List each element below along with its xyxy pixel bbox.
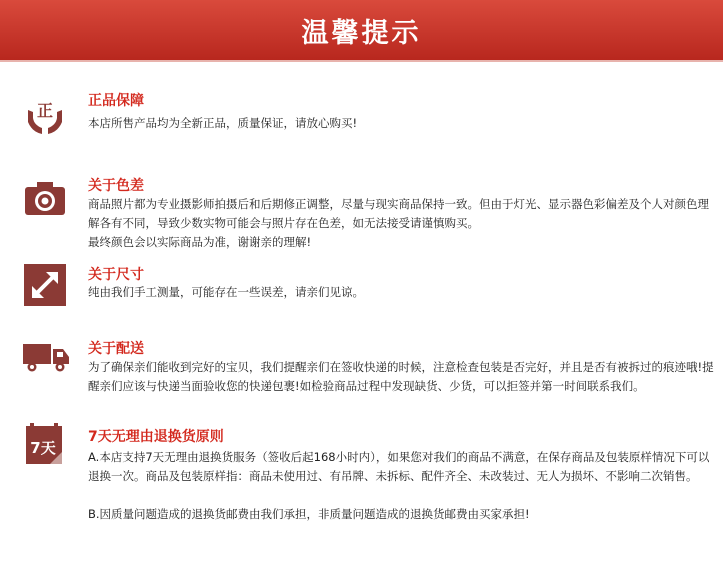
- section-title: 正品保障: [88, 93, 144, 109]
- page-title: 温馨提示: [301, 17, 422, 49]
- section-title: 关于尺寸: [88, 267, 144, 283]
- section-body: 纯由我们手工测量，可能存在一些误差，请亲们见谅。: [88, 285, 364, 299]
- header-banner: [0, 0, 723, 60]
- section-body: A.本店支持7天无理由退换货服务（签收后起168小时内），如果您对我们的商品不满意，在保存商品及包装原样情况下可以退换一次。商品及包装原样指：商品未使用过、有吊牌、未拆标、配件齐全、未改装过、无人为损坏、不影响二次销售。 B.因质量问题造成的退换货邮费由我们承担，非质量问题造成的退换货邮费由买家承担!: [88, 450, 710, 521]
- section-title: 关于配送: [88, 341, 144, 357]
- banner-divider: [0, 60, 723, 62]
- section-body: 为了确保亲们能收到完好的宝贝，我们提醒亲们在签收快递的时候，注意检查包装是否完好，并且是否有被拆过的痕迹哦!提醒亲们应该与快递当面验收您的快递包裹!如检验商品过程中发现缺货、少货，可以拒签并第一时间联系我们。: [88, 360, 714, 393]
- resize-arrow-icon: [22, 262, 68, 308]
- delivery-truck-icon: [22, 338, 70, 384]
- section-title: 7天无理由退换货原则: [88, 429, 224, 445]
- svg-text:7天: 7天: [30, 439, 56, 457]
- section-title: 关于色差: [88, 178, 144, 194]
- camera-icon: [22, 175, 68, 221]
- section-body: 商品照片都为专业摄影师拍摄后和后期修正调整，尽量与现实商品保持一致。但由于灯光、显示器色彩偏差及个人对颜色理解各有不同，导致少数实物可能会与照片存在色差，如无法接受请谨慎购买。 最终颜色会以实际商品为准，谢谢亲的理解!: [88, 197, 709, 249]
- section-body: 本店所售产品均为全新正品，质量保证，请放心购买!: [88, 116, 358, 130]
- seven-day-calendar-icon: [22, 422, 68, 468]
- genuine-hands-icon: [22, 92, 68, 138]
- svg-text:正: 正: [36, 101, 54, 120]
